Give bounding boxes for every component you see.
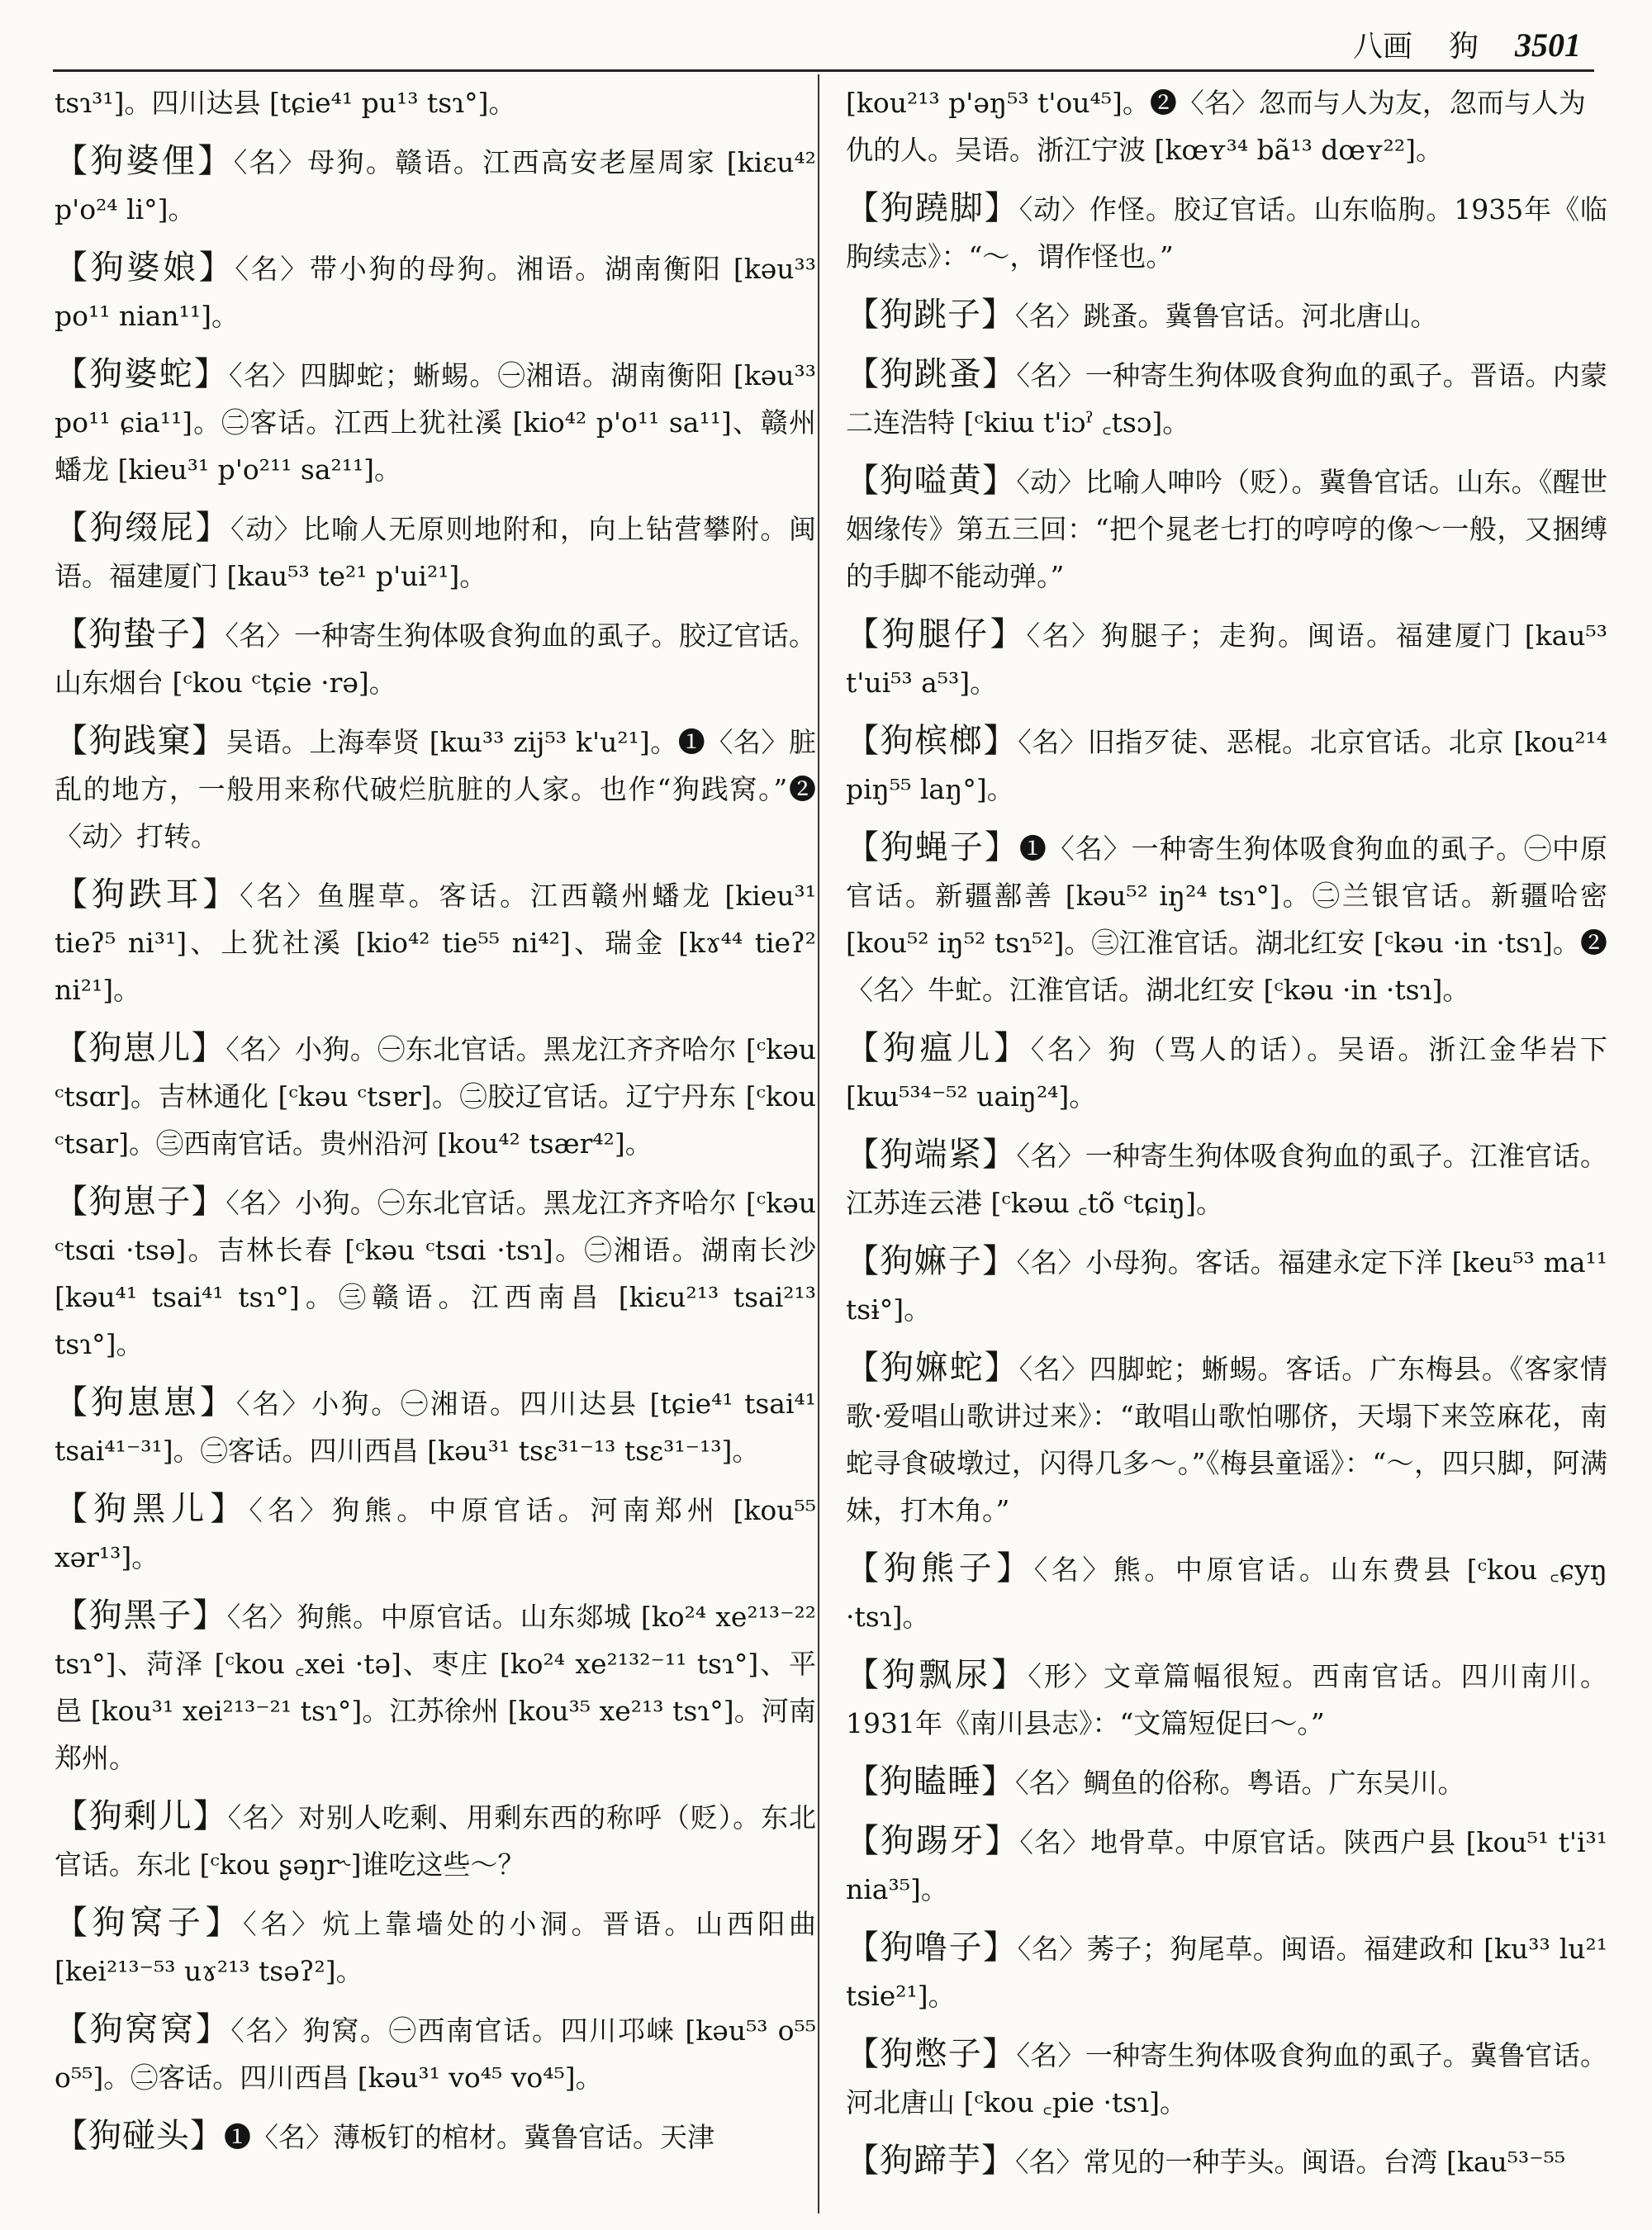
entry-definition: 〈名〉炕上靠墙处的小洞。晋语。山西阳曲 [kei²¹³⁻⁵³ uɤ²¹³ tsəʔ²]。 xyxy=(55,1908,817,1987)
running-header xyxy=(1353,23,1581,65)
entry-headword: 【狗腿仔】 xyxy=(846,615,1027,653)
entry-headword: 【狗跌耳】 xyxy=(55,875,240,913)
entry-definition: 〈名〉一种寄生狗体吸食狗血的虱子。晋语。内蒙二连浩特 [ᶜkiɯ t'iɔˀ ꜀tsɔ]。 xyxy=(846,359,1608,439)
left-column xyxy=(55,79,816,2172)
entry-definition: 〈名〉一种寄生狗体吸食狗血的虱子。胶辽官话。山东烟台 [ᶜkou ᶜtɕie ·rə]。 xyxy=(55,619,817,699)
entry-headword: 【狗窝子】 xyxy=(55,1904,244,1942)
entry-definition: 〈名〉小狗。㊀东北官话。黑龙江齐齐哈尔 [ᶜkəu ᶜtsɑi ·tsə]。吉林长春 [ᶜkəu ᶜtsɑi ·tsɿ]。㊁湘语。湖南长沙 [kəu⁴¹ tsai⁴¹ tsɿ°]。㊂赣语。江西南昌 [kiɛu²¹³ tsai²¹³ tsɿ°]。 xyxy=(55,1187,816,1360)
entry-definition: 〈名〉四脚蛇；蜥蜴。㊀湘语。湖南衡阳 [kəu³³ po¹¹ ɕia¹¹]。㊁客话。江西上犹社溪 [kio⁴² p'o¹¹ sa¹¹]、赣州蟠龙 [kieu³¹ p'o²¹¹ sa²¹¹]。 xyxy=(55,359,817,486)
page-number: 3501 xyxy=(1515,26,1581,64)
entry-definition: 〈名〉带小狗的母狗。湘语。湖南衡阳 [kəu³³ po¹¹ nian¹¹]。 xyxy=(55,253,817,332)
entry-headword: 【狗蝇子】 xyxy=(846,828,1019,866)
entry-headword: 【狗蛰子】 xyxy=(55,615,225,653)
dictionary-entry xyxy=(55,1179,816,1368)
entry-headword: 【狗窝窝】 xyxy=(55,2010,231,2048)
entry-headword: 【狗崽儿】 xyxy=(55,1029,226,1067)
dictionary-entry xyxy=(846,1345,1607,1534)
entry-definition: 〈名〉莠子；狗尾草。闽语。福建政和 [ku³³ lu²¹ tsie²¹]。 xyxy=(846,1933,1608,2012)
entry-definition: 〈动〉比喻人无原则地附和，向上钻营攀附。闽语。福建厦门 [kau⁵³ te²¹ p'ui²¹]。 xyxy=(55,513,817,592)
dictionary-entry xyxy=(846,824,1607,1013)
dictionary-entry xyxy=(55,2113,816,2161)
entry-definition: 〈名〉跳蚤。冀鲁官话。河北唐山。 xyxy=(1015,300,1438,332)
dictionary-entry xyxy=(55,244,816,339)
dictionary-entry xyxy=(846,2031,1607,2126)
entry-definition: 〈名〉鱼腥草。客话。江西赣州蟠龙 [kieu³¹ tieʔ⁵ ni³¹]、上犹社溪 [kio⁴² tie⁵⁵ ni⁴²]、瑞金 [kɤ⁴⁴ tieʔ² ni²¹]。 xyxy=(55,880,817,1006)
entry-headword: 【狗黑子】 xyxy=(55,1597,227,1635)
entry-headword: 【狗婆蛇】 xyxy=(55,355,230,393)
entry-headword: 【狗嗌黄】 xyxy=(846,462,1017,500)
entry-headword: 【狗瘟儿】 xyxy=(846,1029,1031,1067)
entry-definition: 〈名〉狗窝。㊀西南官话。四川邛崃 [kəu⁵³ o⁵⁵ o⁵⁵]。㊁客话。四川西昌 [kəu³¹ vo⁴⁵ vo⁴⁵]。 xyxy=(55,2014,816,2094)
dictionary-entry xyxy=(846,718,1607,813)
dictionary-entry xyxy=(846,2137,1607,2185)
entry-definition: ❶〈名〉一种寄生狗体吸食狗血的虱子。㊀中原官话。新疆鄯善 [kəu⁵² iŋ²⁴ tsɿ°]。㊁兰银官话。新疆哈密 [kou⁵² iŋ⁵² tsɿ⁵²]。㊂江淮官话。湖北红安 [ᶜkəu ·in ·tsɿ]。❷〈名〉牛虻。江淮官话。湖北红安 [ᶜkəu ·in ·tsɿ]。 xyxy=(846,833,1608,1006)
entry-definition: 〈动〉作怪。胶辽官话。山东临朐。1935年《临朐续志》：“～，谓作怪也。” xyxy=(846,193,1608,273)
entry-headword: 【狗蹺脚】 xyxy=(846,189,1019,227)
dictionary-entry xyxy=(55,871,816,1013)
entry-definition: 〈名〉小母狗。客话。福建永定下洋 [keu⁵³ ma¹¹ tsɨ°]。 xyxy=(846,1246,1608,1326)
dictionary-entry xyxy=(846,1652,1607,1747)
dictionary-entry xyxy=(846,1545,1607,1640)
entry-headword: 【狗憋子】 xyxy=(846,2035,1017,2073)
dictionary-entry xyxy=(55,351,816,493)
entry-definition: 〈名〉一种寄生狗体吸食狗血的虱子。江淮官话。江苏连云港 [ᶜkəɯ ꜀tõ ᶜtɕiŋ]。 xyxy=(846,1140,1608,1219)
section-label: 八画 xyxy=(1352,30,1412,64)
dictionary-entry xyxy=(846,1025,1607,1120)
entry-headword: 【狗剩儿】 xyxy=(55,1797,228,1835)
entry-headword: 【狗碰头】 xyxy=(55,2117,224,2155)
entry-headword: 【狗飘尿】 xyxy=(846,1656,1028,1694)
entry-definition: 〈名〉对别人吃剩、用剩东西的称呼（贬）。东北官话。东北 [ᶜkou ʂəŋr˞]谁吃这些～？ xyxy=(55,1801,817,1881)
dictionary-entry xyxy=(846,351,1607,446)
dictionary-entry xyxy=(55,1793,816,1888)
entry-headword: 【狗踢牙】 xyxy=(846,1822,1020,1860)
dictionary-entry xyxy=(55,718,816,860)
entry-headword: 【狗嫲子】 xyxy=(846,1242,1017,1280)
entry-headword: 【狗跳蚤】 xyxy=(846,355,1017,393)
dictionary-entry xyxy=(846,458,1607,600)
left-continuation: tsɿ³¹]。四川达县 [tɕie⁴¹ pu¹³ tsɿ°]。 xyxy=(55,87,516,119)
entry-headword: 【狗黑儿】 xyxy=(55,1490,249,1528)
dictionary-entry xyxy=(55,1025,816,1167)
entry-headword: 【狗槟榔】 xyxy=(846,722,1018,760)
entry-definition: 〈名〉鲷鱼的俗称。粤语。广东吴川。 xyxy=(1015,1767,1465,1799)
entry-headword: 【狗跳子】 xyxy=(846,296,1015,334)
entry-headword: 【狗蹄芋】 xyxy=(846,2142,1015,2180)
entry-definition: 吴语。上海奉贤 [kɯ³³ zij⁵³ k'u²¹]。❶〈名〉脏乱的地方，一般用来称代破烂肮脏的人家。也作“狗践窝。”❷〈动〉打转。 xyxy=(55,726,817,852)
entry-definition: 〈名〉熊。中原官话。山东费县 [ᶜkou ꜀ɕyŋ ·tsɿ]。 xyxy=(846,1554,1608,1633)
entry-headword: 【狗崽崽】 xyxy=(55,1383,236,1421)
dictionary-entry xyxy=(55,138,816,233)
entry-definition: 〈名〉母狗。赣语。江西高安老屋周家 [kiɛu⁴² p'o²⁴ li°]。 xyxy=(55,146,817,225)
entry-definition: 〈名〉狗熊。中原官话。山东郯城 [ko²⁴ xe²¹³⁻²² tsɿ°]、菏泽 [ᶜkou ꜀xei ·tə]、枣庄 [ko²⁴ xe²¹³²⁻¹¹ tsɿ°]、平邑 [kou³¹ xei²¹³⁻²¹ tsɿ°]。江苏徐州 [kou³⁵ xe²¹³ tsɿ°]。河南郑州。 xyxy=(55,1601,816,1774)
entry-definition: 〈名〉地骨草。中原官话。陕西户县 [kou⁵¹ t'i³¹ nia³⁵]。 xyxy=(846,1826,1607,1905)
entry-headword: 【狗瞌睡】 xyxy=(846,1763,1015,1801)
dictionary-entry xyxy=(55,1486,816,1581)
entry-definition: 〈动〉比喻人呻吟（贬）。冀鲁官话。山东。《醒世姻缘传》第五三回：“把个晁老七打的哼哼的像～一般，又捆缚的手脚不能动弹。” xyxy=(846,466,1608,592)
dictionary-entry xyxy=(55,2006,816,2101)
entry-definition: 〈名〉小狗。㊀东北官话。黑龙江齐齐哈尔 [ᶜkəu ᶜtsɑr]。吉林通化 [ᶜkəu ᶜtsɐr]。㊁胶辽官话。辽宁丹东 [ᶜkou ᶜtsar]。㊂西南官话。贵州沿河 [kou⁴² tsær⁴²]。 xyxy=(55,1033,816,1160)
dictionary-entry xyxy=(846,1132,1607,1226)
dictionary-entry xyxy=(846,1758,1607,1806)
dictionary-entry xyxy=(55,505,816,600)
entry-headword: 【狗崽子】 xyxy=(55,1183,226,1221)
entry-definition: 〈名〉狗腿子；走狗。闽语。福建厦门 [kau⁵³ t'ui⁵³ a⁵³]。 xyxy=(846,619,1608,699)
entry-headword: 【狗端紧】 xyxy=(846,1136,1017,1174)
entry-definition: 〈名〉小狗。㊀湘语。四川达县 [tɕie⁴¹ tsai⁴¹ tsai⁴¹⁻³¹]。㊁客话。四川西昌 [kəu³¹ tsɛ³¹⁻¹³ tsɛ³¹⁻¹³]。 xyxy=(55,1388,816,1467)
dictionary-entry xyxy=(55,1592,816,1782)
entry-definition: 〈名〉旧指歹徒、恶棍。北京官话。北京 [kou²¹⁴ piŋ⁵⁵ laŋ°]。 xyxy=(846,726,1608,805)
dictionary-entry xyxy=(55,611,816,706)
column-divider xyxy=(818,74,819,2213)
entry-headword: 【狗熊子】 xyxy=(846,1549,1034,1587)
entry-definition: ❶〈名〉薄板钉的棺材。冀鲁官话。天津 xyxy=(224,2121,714,2153)
entry-headword: 【狗婆俚】 xyxy=(55,142,234,180)
radical-label: 狗 xyxy=(1448,30,1479,64)
entry-definition: 〈形〉文章篇幅很短。西南官话。四川南川。1931年《南川县志》：“文篇短促曰～。” xyxy=(846,1660,1607,1739)
dictionary-entry xyxy=(846,1924,1607,2019)
entry-definition: 〈名〉常见的一种芋头。闽语。台湾 [kau⁵³⁻⁵⁵ xyxy=(1015,2146,1566,2178)
dictionary-entry xyxy=(846,185,1607,280)
dictionary-entry xyxy=(846,1238,1607,1333)
dictionary-entry xyxy=(846,1818,1607,1913)
right-continuation: [kou²¹³ p'əŋ⁵³ t'ou⁴⁵]。❷〈名〉忽而与人为友，忽而与人为仇的人。吴语。浙江宁波 [kœʏ³⁴ bã¹³ dœʏ²²]。 xyxy=(846,87,1586,166)
dictionary-entry xyxy=(55,1379,816,1474)
dictionary-entry xyxy=(846,611,1607,706)
entry-definition: 〈名〉一种寄生狗体吸食狗血的虱子。冀鲁官话。河北唐山 [ᶜkou ꜀pie ·tsɿ]。 xyxy=(846,2039,1608,2118)
dictionary-entry xyxy=(846,292,1607,339)
entry-headword: 【狗婆娘】 xyxy=(55,249,235,287)
entry-definition: 〈名〉狗（骂人的话）。吴语。浙江金华岩下 [kɯ⁵³⁴⁻⁵² uaiŋ²⁴]。 xyxy=(846,1033,1607,1113)
right-column xyxy=(846,79,1607,2197)
entry-headword: 【狗噜子】 xyxy=(846,1929,1018,1967)
dictionary-entry xyxy=(55,1900,816,1995)
entry-definition: 〈名〉狗熊。中原官话。河南郑州 [kou⁵⁵ xər¹³]。 xyxy=(55,1494,816,1573)
entry-definition: 〈名〉四脚蛇；蜥蜴。客话。广东梅县。《客家情歌·爱唱山歌讲过来》：“敢唱山歌怕哪侪，天塌下来笠麻花，南蛇寻食破墩过，闪得几多～。”《梅县童谣》：“～，四只脚，阿满妹，打木角。” xyxy=(846,1353,1608,1526)
entry-headword: 【狗缀屁】 xyxy=(55,509,231,547)
entry-headword: 【狗践窠】 xyxy=(55,722,226,760)
entry-headword: 【狗嫲蛇】 xyxy=(846,1349,1019,1387)
header-rule xyxy=(53,69,1594,72)
